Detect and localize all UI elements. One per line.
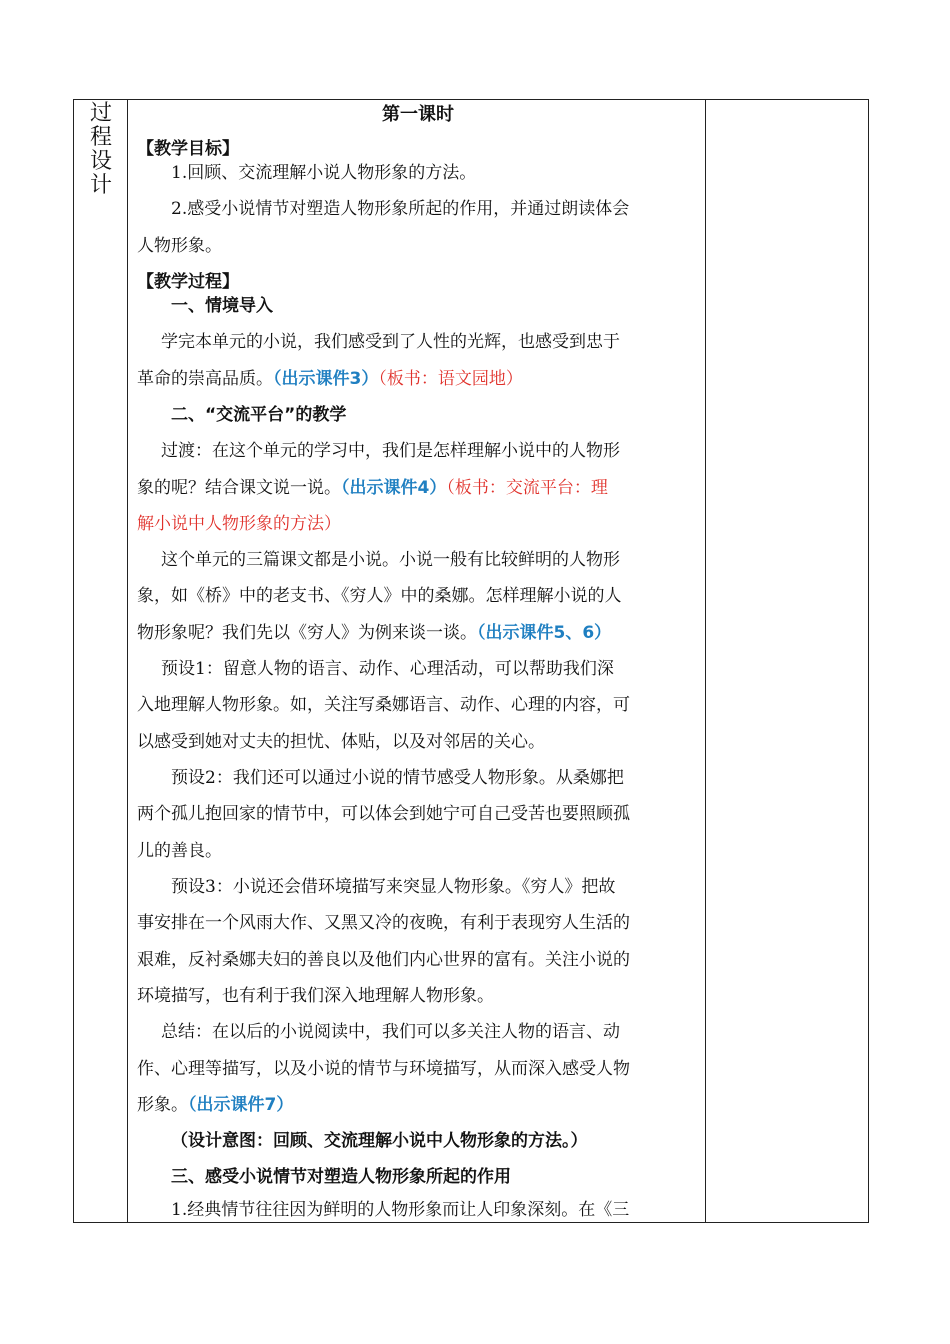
summary-line2: 作、心理等描写，以及小说的情节与环境描写，从而深入感受人物 [137,1059,630,1079]
process-heading: 【教学过程】 [137,272,239,292]
preset3-line4: 环境描写，也有利于我们深入地理解人物形象。 [137,986,494,1006]
text: 物形象呢？我们先以《穷人》为例来谈一谈。 [137,623,477,643]
side-label-char: 设 [89,149,112,174]
para1-line2: 象，如《桥》中的老支书、《穷人》中的桑娜。怎样理解小说的人 [137,586,622,606]
side-label-char: 计 [89,173,112,198]
courseware-ref: （出示课件3） [273,369,379,389]
preset1-line2: 入地理解人物形象。如，关注写桑娜语言、动作、心理的内容，可 [137,695,630,715]
step1-para: 学完本单元的小说，我们感受到了人性的光辉，也感受到忠于 [161,332,620,352]
side-label-cell [74,100,128,1222]
board-note: （板书：语文园地） [378,369,523,389]
column-divider [705,100,706,1222]
content-cell [137,100,699,1222]
preset1-line3: 以感受到她对丈夫的担忧、体贴，以及对邻居的关心。 [137,732,545,752]
courseware-ref: （出示课件4） [341,478,447,498]
para1-line3 [137,621,611,645]
step1-para-cont [137,367,523,391]
step2-heading: 二、“交流平台”的教学 [171,405,347,425]
preset2-line3: 儿的善良。 [137,841,222,861]
lesson-table [73,99,869,1223]
side-label-char: 程 [89,125,112,150]
summary-line3 [137,1093,293,1117]
text: 形象。 [137,1095,188,1115]
para1: 这个单元的三篇课文都是小说。小说一般有比较鲜明的人物形 [161,550,620,570]
step3-heading: 三、感受小说情节对塑造人物形象所起的作用 [171,1167,511,1187]
design-intent: （设计意图：回顾、交流理解小说中人物形象的方法。） [171,1131,588,1151]
preset2-line2: 两个孤儿抱回家的情节中，可以体会到她宁可自己受苦也要照顾孤 [137,804,630,824]
courseware-ref: （出示课件7） [188,1095,294,1115]
preset3-line2: 事安排在一个风雨大作、又黑又冷的夜晚，有利于表现穷人生活的 [137,913,630,933]
text: 象的呢？结合课文说一说。 [137,478,341,498]
step2-para-cont [137,476,608,500]
preset1: 预设1：留意人物的语言、动作、心理活动，可以帮助我们深 [161,659,614,679]
side-label [74,102,128,198]
goal-1: 1.回顾、交流理解小说人物形象的方法。 [171,163,477,183]
step3-para: 1.经典情节往往因为鲜明的人物形象而让人印象深刻。在《三 [171,1200,630,1220]
goal-2-cont: 人物形象。 [137,236,222,256]
courseware-ref: （出示课件5、6） [477,623,612,643]
board-note: （板书：交流平台：理 [446,478,608,498]
goal-2: 2.感受小说情节对塑造人物形象所起的作用，并通过朗读体会 [171,199,630,219]
goal-heading: 【教学目标】 [137,139,239,159]
lesson-title: 第一课时 [382,104,454,125]
preset3-line3: 艰难，反衬桑娜夫妇的善良以及他们内心世界的富有。关注小说的 [137,950,630,970]
preset3: 预设3：小说还会借环境描写来突显人物形象。《穷人》把故 [171,877,616,897]
step2-para: 过渡：在这个单元的学习中，我们是怎样理解小说中的人物形 [161,441,620,461]
preset2: 预设2：我们还可以通过小说的情节感受人物形象。从桑娜把 [171,768,624,788]
side-label-char: 过 [89,101,112,126]
step1-heading: 一、情境导入 [171,296,273,316]
board-note-cont: 解小说中人物形象的方法） [137,514,341,534]
text: 革命的崇高品质。 [137,369,273,389]
summary: 总结：在以后的小说阅读中，我们可以多关注人物的语言、动 [161,1022,620,1042]
